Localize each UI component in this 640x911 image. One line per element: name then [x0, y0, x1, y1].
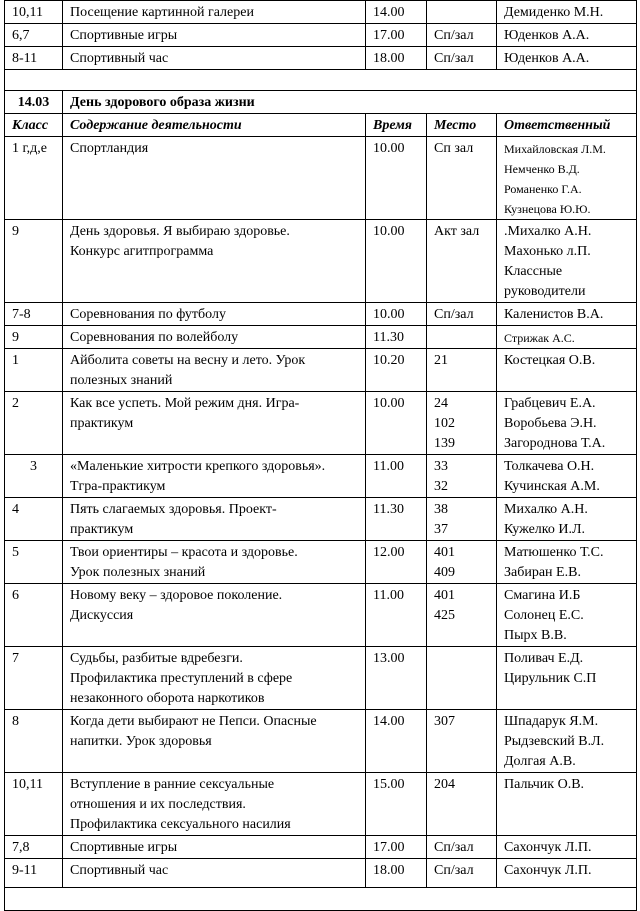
place-cell	[427, 498, 497, 541]
activity-cell	[63, 859, 366, 888]
responsible-cell	[497, 647, 637, 710]
responsible-cell	[497, 303, 637, 326]
place-cell-line: 139	[434, 436, 455, 451]
responsible-cell	[497, 836, 637, 859]
responsible-cell-line: Кужелко И.Л.	[504, 522, 585, 537]
responsible-cell-line: Михайловская Л.М.	[504, 142, 606, 156]
grade-cell: 7,8	[5, 836, 63, 859]
table-row	[5, 24, 637, 47]
place-cell-line: 425	[434, 608, 455, 623]
time-cell: 14.00	[366, 710, 427, 773]
place-cell-line: 38	[434, 502, 448, 517]
table-row	[5, 220, 637, 303]
activity-cell	[63, 710, 366, 773]
grade-cell: 1 г,д,е	[5, 137, 63, 220]
responsible-cell-line: Махонько л.П.	[504, 244, 591, 259]
grade-cell: 2	[5, 392, 63, 455]
responsible-cell-line: Юденков А.А.	[504, 51, 590, 66]
activity-cell-line: напитки. Урок здоровья	[70, 734, 212, 749]
place-cell-line: 401	[434, 588, 455, 603]
grade-cell: 9-11	[5, 859, 63, 888]
activity-cell-line: практикум	[70, 416, 134, 431]
responsible-cell-line: руководители	[504, 284, 586, 299]
time-cell: 11.00	[366, 455, 427, 498]
responsible-cell	[497, 710, 637, 773]
activity-cell-line: «Маленькие хитрости крепкого здоровья».	[70, 459, 326, 474]
activity-cell	[63, 541, 366, 584]
activity-cell-line: практикум	[70, 522, 134, 537]
grade-cell: 6,7	[5, 24, 63, 47]
place-cell-line: Сп/зал	[434, 28, 474, 43]
activity-cell	[63, 326, 366, 349]
time-cell: 10.00	[366, 392, 427, 455]
activity-cell-line: День здоровья. Я выбираю здоровье.	[70, 224, 290, 239]
grade-cell: 4	[5, 498, 63, 541]
place-cell-line: Сп/зал	[434, 307, 474, 322]
responsible-cell	[497, 137, 637, 220]
activity-cell	[63, 392, 366, 455]
trailing-row	[5, 888, 637, 911]
time-cell: 11.30	[366, 326, 427, 349]
activity-cell	[63, 498, 366, 541]
activity-cell	[63, 455, 366, 498]
table-row	[5, 498, 637, 541]
table-row	[5, 303, 637, 326]
table-row	[5, 836, 637, 859]
place-cell	[427, 220, 497, 303]
activity-cell-line: Айболита советы на весну и лето. Урок	[70, 353, 306, 368]
responsible-cell-line: Воробьева Э.Н.	[504, 416, 597, 431]
responsible-cell	[497, 859, 637, 888]
place-cell-line: Сп/зал	[434, 51, 474, 66]
activity-cell-line: Спортландия	[70, 141, 149, 156]
responsible-cell-line: Немченко В.Д.	[504, 162, 580, 176]
activity-cell	[63, 303, 366, 326]
time-cell: 10.00	[366, 303, 427, 326]
responsible-cell-line: Рыдзевский В.Л.	[504, 734, 605, 749]
grade-cell: 10,11	[5, 773, 63, 836]
grade-cell: 10,11	[5, 1, 63, 24]
place-cell	[427, 541, 497, 584]
time-cell: 15.00	[366, 773, 427, 836]
table-row	[5, 455, 637, 498]
place-cell-line: 204	[434, 777, 455, 792]
place-cell	[427, 584, 497, 647]
place-cell-line: 24	[434, 396, 448, 411]
place-cell-line: Сп зал	[434, 141, 474, 156]
place-cell-line: 401	[434, 545, 455, 560]
table-row	[5, 584, 637, 647]
place-cell	[427, 303, 497, 326]
place-cell	[427, 24, 497, 47]
place-cell	[427, 710, 497, 773]
place-cell	[427, 392, 497, 455]
place-cell	[427, 137, 497, 220]
header-place: Место	[427, 114, 497, 137]
place-cell-line: 21	[434, 353, 448, 368]
activity-cell-line: Спортивный час	[70, 863, 169, 878]
table-row	[5, 47, 637, 70]
responsible-cell-line: Пырх В.В.	[504, 628, 567, 643]
table-row	[5, 647, 637, 710]
header-activity: Содержание деятельности	[63, 114, 366, 137]
spacer-row	[5, 70, 637, 91]
responsible-cell-line: Толкачева О.Н.	[504, 459, 595, 474]
responsible-cell	[497, 541, 637, 584]
section-date: 14.03	[5, 91, 63, 114]
activity-cell	[63, 349, 366, 392]
responsible-cell-line: Солонец Е.С.	[504, 608, 584, 623]
activity-cell-line: Урок полезных знаний	[70, 565, 206, 580]
responsible-cell-line: Поливач Е.Д.	[504, 651, 584, 666]
responsible-cell-line: Сахончук Л.П.	[504, 863, 592, 878]
responsible-cell-line: Сахончук Л.П.	[504, 840, 592, 855]
responsible-cell	[497, 498, 637, 541]
header-row	[5, 114, 637, 137]
responsible-cell-line: Загороднова Т.А.	[504, 436, 606, 451]
activity-cell	[63, 773, 366, 836]
time-cell: 18.00	[366, 859, 427, 888]
responsible-cell-line: Романенко Г.А.	[504, 182, 582, 196]
time-cell: 14.00	[366, 1, 427, 24]
place-cell	[427, 349, 497, 392]
activity-cell-line: Судьбы, разбитые вдребезги.	[70, 651, 243, 666]
activity-cell-line: Когда дети выбирают не Пепси. Опасные	[70, 714, 317, 729]
spacer-cell	[5, 70, 637, 91]
responsible-cell-line: Забиран Е.В.	[504, 565, 581, 580]
time-cell: 10.00	[366, 137, 427, 220]
table-row	[5, 137, 637, 220]
responsible-cell-line: Кучинская А.М.	[504, 479, 600, 494]
responsible-cell	[497, 326, 637, 349]
responsible-cell	[497, 773, 637, 836]
activity-cell	[63, 47, 366, 70]
responsible-cell-line: Демиденко М.Н.	[504, 5, 604, 20]
grade-cell: 3	[5, 455, 63, 498]
responsible-cell-line: Михалко А.Н.	[504, 502, 588, 517]
activity-cell-line: Соревнования по футболу	[70, 307, 226, 322]
table-row	[5, 349, 637, 392]
activity-cell-line: незаконного оборота наркотиков	[70, 691, 265, 706]
table-row	[5, 326, 637, 349]
place-cell	[427, 647, 497, 710]
responsible-cell-line: Цирульник С.П	[504, 671, 597, 686]
responsible-cell-line: Грабцевич Е.А.	[504, 396, 596, 411]
time-cell: 10.00	[366, 220, 427, 303]
activity-cell-line: Конкурс агитпрограмма	[70, 244, 214, 259]
responsible-cell-line: Смагина И.Б	[504, 588, 581, 603]
grade-cell: 5	[5, 541, 63, 584]
header-responsible: Ответственный	[497, 114, 637, 137]
grade-cell: 1	[5, 349, 63, 392]
responsible-cell	[497, 455, 637, 498]
responsible-cell	[497, 47, 637, 70]
time-cell: 13.00	[366, 647, 427, 710]
place-cell-line: 409	[434, 565, 455, 580]
activity-cell	[63, 584, 366, 647]
responsible-cell-line: Шпадарук Я.М.	[504, 714, 599, 729]
schedule-table	[4, 0, 637, 911]
responsible-cell	[497, 584, 637, 647]
activity-cell-line: Твои ориентиры – красота и здоровье.	[70, 545, 298, 560]
schedule-body	[5, 1, 637, 911]
time-cell: 17.00	[366, 836, 427, 859]
place-cell-line: 32	[434, 479, 448, 494]
place-cell-line: Акт зал	[434, 224, 480, 239]
responsible-cell-line: Классные	[504, 264, 563, 279]
activity-cell-line: Как все успеть. Мой режим дня. Игра-	[70, 396, 300, 411]
responsible-cell-line: .Михалко А.Н.	[504, 224, 592, 239]
table-row	[5, 392, 637, 455]
activity-cell-line: Спортивный час	[70, 51, 169, 66]
place-cell	[427, 1, 497, 24]
grade-cell: 7-8	[5, 303, 63, 326]
activity-cell	[63, 836, 366, 859]
section-title: День здорового образа жизни	[63, 91, 637, 114]
activity-cell-line: Профилактика сексуального насилия	[70, 817, 291, 832]
activity-cell-line: Вступление в ранние сексуальные	[70, 777, 275, 792]
responsible-cell-line: Долгая А.В.	[504, 754, 576, 769]
responsible-cell	[497, 349, 637, 392]
table-row	[5, 710, 637, 773]
activity-cell-line: Посещение картинной галереи	[70, 5, 254, 20]
activity-cell-line: Профилактика преступлений в сфере	[70, 671, 293, 686]
time-cell: 17.00	[366, 24, 427, 47]
responsible-cell-line: Юденков А.А.	[504, 28, 590, 43]
header-grade: Класс	[5, 114, 63, 137]
grade-cell: 9	[5, 326, 63, 349]
place-cell-line: 37	[434, 522, 448, 537]
place-cell	[427, 326, 497, 349]
activity-cell-line: Новому веку – здоровое поколение.	[70, 588, 283, 603]
place-cell	[427, 836, 497, 859]
grade-cell: 8	[5, 710, 63, 773]
section-row	[5, 91, 637, 114]
responsible-cell	[497, 392, 637, 455]
activity-cell	[63, 647, 366, 710]
grade-cell: 7	[5, 647, 63, 710]
activity-cell	[63, 24, 366, 47]
place-cell	[427, 455, 497, 498]
grade-cell: 9	[5, 220, 63, 303]
activity-cell	[63, 137, 366, 220]
time-cell: 11.30	[366, 498, 427, 541]
responsible-cell	[497, 220, 637, 303]
responsible-cell-line: Матюшенко Т.С.	[504, 545, 604, 560]
responsible-cell-line: Пальчик О.В.	[504, 777, 585, 792]
activity-cell-line: Спортивные игры	[70, 28, 178, 43]
time-cell: 11.00	[366, 584, 427, 647]
header-time: Время	[366, 114, 427, 137]
activity-cell-line: отношения и их последствия.	[70, 797, 246, 812]
place-cell-line: 33	[434, 459, 448, 474]
responsible-cell-line: Стрижак А.С.	[504, 331, 575, 345]
responsible-cell-line: Каленистов В.А.	[504, 307, 604, 322]
table-row	[5, 859, 637, 888]
activity-cell-line: Дискуссия	[70, 608, 134, 623]
place-cell	[427, 773, 497, 836]
activity-cell-line: Соревнования по волейболу	[70, 330, 239, 345]
grade-cell: 6	[5, 584, 63, 647]
activity-cell-line: Спортивные игры	[70, 840, 178, 855]
activity-cell	[63, 220, 366, 303]
table-row	[5, 1, 637, 24]
time-cell: 10.20	[366, 349, 427, 392]
place-cell	[427, 859, 497, 888]
place-cell	[427, 47, 497, 70]
table-row	[5, 773, 637, 836]
table-row	[5, 541, 637, 584]
time-cell: 18.00	[366, 47, 427, 70]
place-cell-line: 102	[434, 416, 455, 431]
activity-cell-line: Тгра-практикум	[70, 479, 166, 494]
activity-cell	[63, 1, 366, 24]
activity-cell-line: полезных знаний	[70, 373, 173, 388]
time-cell: 12.00	[366, 541, 427, 584]
responsible-cell	[497, 1, 637, 24]
responsible-cell	[497, 24, 637, 47]
trailing-cell	[5, 888, 637, 911]
place-cell-line: Сп/зал	[434, 863, 474, 878]
activity-cell-line: Пять слагаемых здоровья. Проект-	[70, 502, 277, 517]
responsible-cell-line: Кузнецова Ю.Ю.	[504, 202, 591, 216]
place-cell-line: 307	[434, 714, 455, 729]
grade-cell: 8-11	[5, 47, 63, 70]
responsible-cell-line: Костецкая О.В.	[504, 353, 596, 368]
place-cell-line: Сп/зал	[434, 840, 474, 855]
